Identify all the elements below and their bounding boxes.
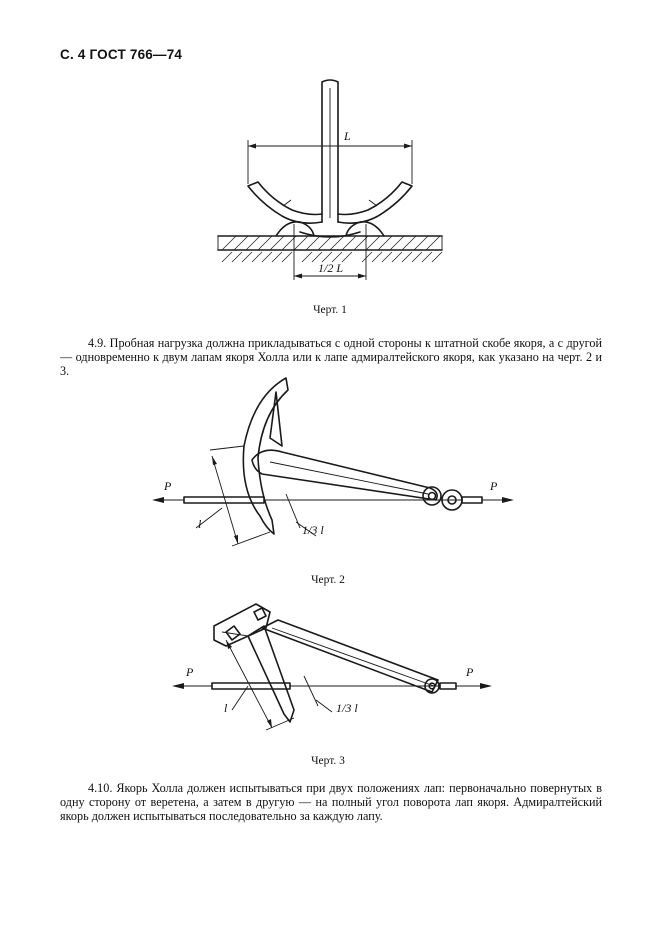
load-line xyxy=(172,683,492,689)
ground-plate xyxy=(218,236,442,262)
paragraph-4-9: 4.9. Пробная нагрузка должна прикладываться с одной стороны к штатной скобе якоря, а с другой — одновременно к двум лапам якоря Холла или к лапе адмиралтейского якоря, как указано на черт. 2 и 3. xyxy=(60,336,602,378)
dimension-label-full: L xyxy=(344,129,351,143)
label-force-left: P xyxy=(164,479,172,493)
label-force-right: P xyxy=(490,479,498,493)
paragraph-4-10: 4.10. Якорь Холла должен испытываться при двух положениях лап: первоначально повернутых в одну сторону от веретена, а затем в другую — на полный угол поворота лап якоря. Адмиралтейский якорь должен испытываться последовательно за каждую лапу. xyxy=(60,781,602,823)
load-line xyxy=(152,497,514,503)
dimension-half-span xyxy=(294,224,366,280)
page-header: С. 4 ГОСТ 766—74 xyxy=(60,47,183,62)
anchor-crown xyxy=(243,378,288,534)
label-length: l xyxy=(224,701,228,715)
label-third: 1/3 l xyxy=(302,523,324,537)
dimension-third xyxy=(304,676,358,715)
anchor-arm xyxy=(248,626,294,722)
figure-1-drawing xyxy=(0,70,661,300)
anchor-palm xyxy=(214,604,270,646)
label-force-right: P xyxy=(466,665,474,679)
label-force-left: P xyxy=(186,665,194,679)
label-third: 1/3 l xyxy=(336,701,358,715)
shackle xyxy=(423,487,462,510)
anchor-shank xyxy=(252,450,437,500)
figure-2-caption: Черт. 2 xyxy=(311,574,345,586)
figure-3-caption: Черт. 3 xyxy=(311,755,345,767)
figure-1-caption: Черт. 1 xyxy=(313,304,347,316)
anchor-supports xyxy=(276,222,384,236)
figure-2-drawing xyxy=(0,370,661,570)
anchor-shank xyxy=(262,620,438,692)
label-length: l xyxy=(198,517,202,531)
anchor-shank xyxy=(322,80,338,222)
dimension-label-half: 1/2 L xyxy=(318,261,344,275)
figure-3-drawing xyxy=(0,595,661,745)
dimension-third xyxy=(286,494,324,537)
